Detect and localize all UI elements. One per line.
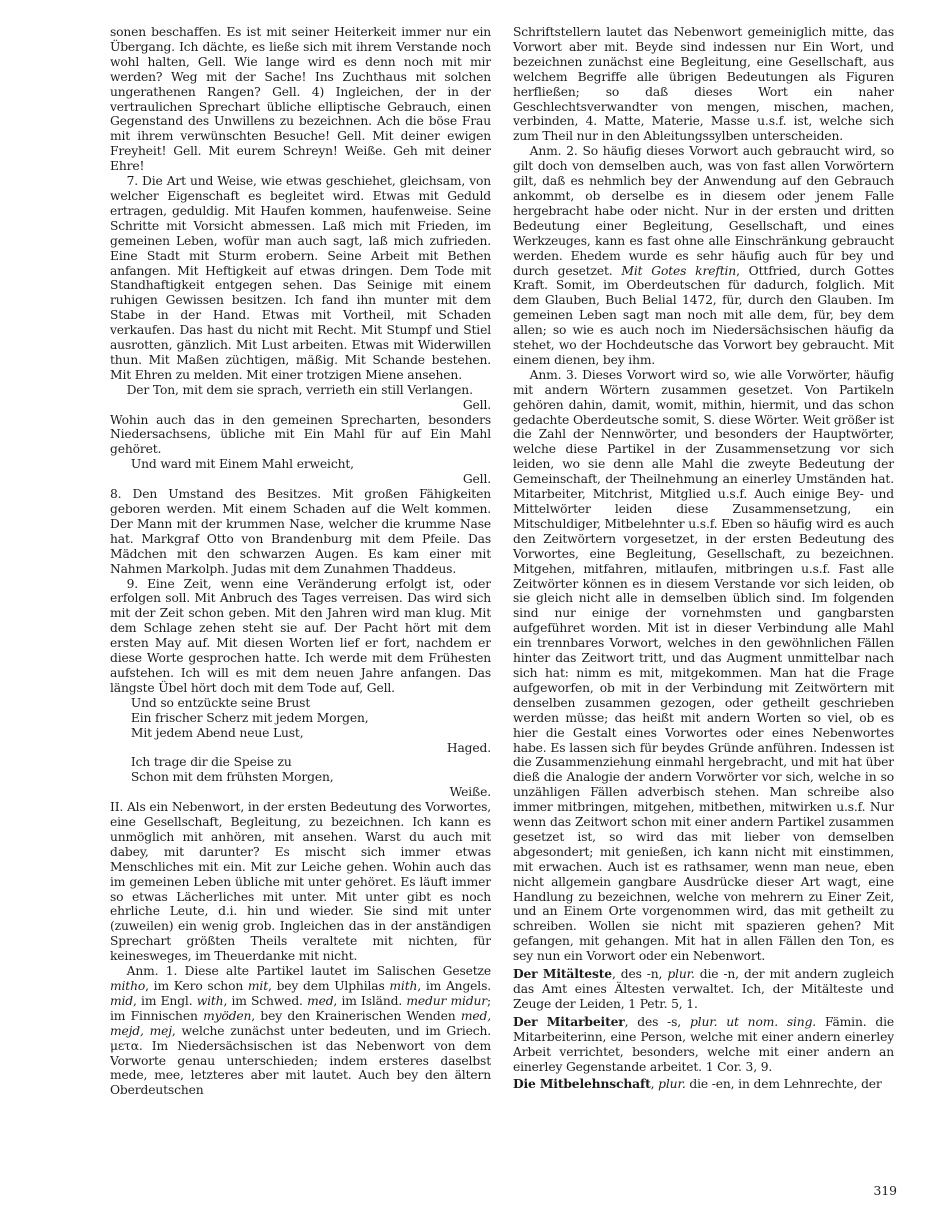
italic-term: mitho — [110, 979, 146, 993]
italic-term: plur. ut nom. sing. — [689, 1014, 817, 1029]
text-segment: Und so entzückte seine Brust — [130, 695, 311, 710]
text-segment: , Ottfried, durch Gottes Kraft. Somit, im Oberdeutschen für dadurch, folglich. Mit dem Glauben, Buch Belial 1472, für, durch den Glauben. Im gemeinen Leben sagt man noch mit alle dem, für, bey dem allen; so wie es auch noch im Niedersächsischen häufig da stehet, wo der Hochdeutsche das Vorwort bey gebraucht. Mit einem dienen, bey ihm. — [513, 263, 894, 367]
text-segment: , im Kero schon — [145, 979, 248, 993]
text-segment: , welche zunächst unter bedeuten, und im Griech. μετα. Im Niedersächsischen ist das Nebenwort von dem Vorworte genau unterschieden; indem ersteres daselbst mede, mee, letzteres aber mit lautet. Auch bey den ältern Oberdeutschen — [110, 1023, 491, 1098]
italic-term: plur. — [658, 1077, 686, 1092]
italic-term: med, mejd, mej — [110, 1008, 491, 1038]
text-segment: , bey dem Ulphilas — [268, 979, 390, 993]
paragraph — [110, 25, 491, 174]
text-segment: , im Engl. — [133, 993, 197, 1008]
italic-term: medur midur — [406, 993, 487, 1008]
text-segment: , bey den Krainerischen Wenden — [251, 1008, 461, 1023]
left-text-column — [110, 25, 491, 1183]
text-segment: Schriftstellern lautet das Nebenwort gemeiniglich mitte, das Vorwort aber mit. Beyde sind indessen nur Ein Wort, und bezeichnen zunächst eine Begleitung, eine Gesellschaft, aus welchem Begriffe alle übrigen Bedeutungen als Figuren herfließen; so daß dieses Wort ein naher Geschlechtsverwandter von mengen, mischen, machen, verbinden, 4. Matte, Materie, Masse u.s.f. ist, welche sich zum Theil nur in den Ableitungssylben unterscheiden. — [513, 25, 894, 144]
italic-term: Mit Gotes kreftin — [621, 263, 737, 278]
paragraph — [513, 144, 894, 368]
paragraph — [110, 398, 491, 413]
italic-term: myöden — [203, 1008, 252, 1023]
paragraph — [513, 1077, 894, 1092]
paragraph — [513, 25, 894, 144]
right-text-column — [513, 25, 894, 1183]
text-segment: sonen beschaffen. Es ist mit seiner Heiterkeit immer nur ein Übergang. Ich dächte, es ließe sich mit ihrem Verstande noch wohl halten, Gell. Wie lange wird es denn noch mit mir werden? Weg mit der Sache! Ins Zuchthaus mit solchen ungerathenen Rangen? Gell. 4) Ingleichen, der in der vertraulichen Sprechart übliche elliptische Gebrauch, einen Gegenstand des Unwillens zu bezeichnen. Ach die böse Frau mit ihrem verwünschten Besuche! Gell. Mit deiner ewigen Freyheit! Gell. Mit eurem Schreyn! Weiße. Geh mit deiner Ehre! — [110, 25, 491, 174]
italic-term: mith — [389, 979, 418, 993]
text-segment: , des -n, — [611, 967, 668, 982]
text-segment: 9. Eine Zeit, wenn eine Veränderung erfolgt ist, oder erfolgen soll. Mit Anbruch des Tages verreisen. Das wird sich mit der Zeit schon geben. Mit den Jahren wird man klug. Mit dem Schlage zehen steht sie auf. Der Pacht hört mit dem ersten May auf. Mit diesen Worten lief er fort, nachdem er diese Worte gesprochen hatte. Ich werde mit dem Frühesten aufstehen. Ich will es mit dem neuen Jahre anfangen. Das längste Übel hört doch mit dem Tode auf, Gell. — [110, 576, 491, 695]
paragraph — [513, 967, 894, 1012]
text-segment: Anm. 2. So häufig dieses Vorwort auch gebraucht wird, so gilt doch von demselben auch, was von fast allen Vorwörtern gilt, daß es nehmlich bey der Anwendung auf den Gebrauch ankommt, ob derselbe es in diesem oder jenem Falle hergebracht habe oder nicht. Nur in der ersten und dritten Bedeutung einer Begleitung, Gesellschaft, und eines Werkzeuges, kann es fast ohne alle Einschränkung gebraucht werden. Ehedem wurde es sehr häufig auch für bey und durch gesetzet. — [513, 144, 894, 278]
headword: Der Mitarbeiter — [513, 1013, 625, 1029]
italic-term: mit — [247, 979, 269, 993]
text-segment: Der Ton, mit dem sie sprach, verrieth ein still Verlangen. — [126, 382, 473, 397]
paragraph — [110, 696, 491, 711]
text-segment: Ich trage dir die Speise zu — [130, 755, 292, 770]
text-segment: ; im Finnischen — [110, 993, 491, 1023]
italic-term: plur. — [667, 967, 695, 982]
italic-term: with — [196, 993, 224, 1008]
text-segment: Anm. 3. Dieses Vorwort wird so, wie alle Vorwörter, häufig mit andern Wörtern zusammen gesetzet. Von Partikeln gehören dahin, damit, womit, mithin, hiermit, und das schon gedachte Oberdeutsche somit, S. diese Wörter. Weit größer ist die Zahl der Nennwörter, und besonders der Hauptwörter, welche diese Partikel in der Zusammensetzung vor sich leiden, wo sie denn alle Mahl die zweyte Bedeutung der Gemeinschaft, der Theilnehmung an einerley Umständen hat. Mitarbeiter, Mitchrist, Mitglied u.s.f. Auch einige Bey- und Mittelwörter leiden diese Zusammensetzung, ein Mitschuldiger, Mitbelehnter u.s.f. Eben so häufig wird es auch den Zeitwörtern vorgesetzet, in der ersten Bedeutung des Vorwortes, eine Begleitung, Gesellschaft, zu bezeichnen. Mitgehen, mitfahren, mitlaufen, mitbringen u.s.f. Fast alle Zeitwörter können es in diesem Verstande vor sich leiden, ob sie gleich nicht alle in demselben üblich sind. Im folgenden sind nur einige der vornehmsten und gangbarsten aufgeführet worden. Mit ist in dieser Verbindung alle Mahl ein trennbares Vorwort, welches in den gewöhnlichen Fällen hinter das Zeitwort tritt, und das Augment unmittelbar nach sich hat: nimm es mit, mitgekommen. Man hat die Frage aufgeworfen, ob mit in der Verbindung mit Zeitwörtern mit denselben zusammen gezogen, oder getheilt geschrieben werden müsse; das heißt mit andern Worten so viel, ob es hier die Gestalt eines Vorwortes oder eines Nebenwortes habe. Es lassen sich für beydes Gründe anführen. Indessen ist die Zusammenziehung einmahl hergebracht, und mit hat über dieß die Analogie der andern Vorwörter vor sich, welche in so unzähligen Fällen adverbisch stehen. Man schreibe also immer mitbringen, mitgehen, mitbethen, mitwirken u.s.f. Nur wenn das Zeitwort schon mit einer andern Partikel zusammen gesetzet ist, so wird das mit lieber von demselben abgesondert; mit genießen, ich kann nicht mit einstimmen, mit erwachen. Auch ist es rathsamer, wenn man neue, eben nicht allgemein gangbare Ausdrücke dieser Art wagt, eine Handlung zu bezeichnen, welche von mehrern zu Einer Zeit, und an Einem Orte vorgenommen wird, das mit getheilt zu schreiben. Wollen sie nicht mit spazieren gehen? Mit gefangen, mit gehangen. Mit hat in allen Fällen den Ton, es sey nun ein Vorwort oder ein Nebenwort. — [513, 367, 894, 964]
text-segment: Wohin auch das in den gemeinen Sprecharten, besonders Niedersachsens, übliche mit Ein Mahl für auf Ein Mahl gehöret. — [110, 412, 491, 457]
headword: Die Mitbelehnschaft — [513, 1076, 651, 1092]
paragraph — [513, 1015, 894, 1075]
paragraph — [110, 770, 491, 785]
text-segment: , — [650, 1077, 659, 1092]
text-segment: Und ward mit Einem Mahl erweicht, — [130, 457, 354, 472]
text-segment: Fämin. die Mitarbeiterinn, eine Person, welche mit einer andern einerley Arbeit verrichtet, besonders, welche mit einer andern an einerley Gegenstande arbeitet. 1 Cor. 3, 9. — [513, 1014, 894, 1074]
text-segment: , im Isländ. — [333, 993, 407, 1008]
text-segment: Weiße. — [449, 785, 491, 800]
paragraph — [110, 457, 491, 472]
paragraph — [110, 755, 491, 770]
text-segment: Mit jedem Abend neue Lust, — [130, 725, 304, 740]
text-segment: , im Angels. — [417, 979, 491, 993]
paragraph — [110, 964, 491, 1098]
text-segment: , im Schwed. — [223, 993, 308, 1008]
text-segment: die -n, der mit andern zugleich das Amt eines Ältesten verwaltet. Ich, der Mitälteste und Zeuge der Leiden, 1 Petr. 5, 1. — [513, 967, 894, 1011]
text-segment: die -en, in dem Lehnrechte, der — [685, 1077, 882, 1092]
text-segment: Gell. — [462, 472, 491, 487]
paragraph — [110, 472, 491, 487]
paragraph — [110, 785, 491, 800]
paragraph — [110, 174, 491, 383]
paragraph — [110, 577, 491, 696]
text-segment: , des -s, — [624, 1014, 690, 1029]
paragraph — [110, 413, 491, 458]
paragraph — [110, 800, 491, 964]
text-segment: 8. Den Umstand des Besitzes. Mit großen Fähigkeiten geboren werden. Mit einem Schaden auf die Welt kommen. Der Mann mit der krummen Nase, welcher die krumme Nase hat. Markgraf Otto von Brandenburg mit dem Pfeile. Das Mädchen mit den schwarzen Augen. Es kam einer mit Nahmen Markolph. Judas mit dem Zunahmen Thaddeus. — [110, 487, 491, 576]
text-segment: Haged. — [446, 740, 491, 755]
italic-term: mid — [110, 993, 134, 1008]
text-segment: Ein frischer Scherz mit jedem Morgen, — [130, 710, 369, 725]
paragraph — [110, 711, 491, 726]
text-segment: Schon mit dem frühsten Morgen, — [130, 770, 334, 785]
text-segment: Anm. 1. Diese alte Partikel lautet im Salischen Gesetze — [126, 964, 491, 979]
italic-term: med — [307, 993, 334, 1008]
text-segment: Gell. — [462, 397, 491, 412]
paragraph — [110, 741, 491, 756]
paragraph — [110, 487, 491, 576]
paragraph — [513, 368, 894, 964]
page-number: 319 — [873, 1184, 897, 1198]
headword: Der Mitälteste — [513, 966, 612, 982]
paragraph — [110, 726, 491, 741]
text-segment: 7. Die Art und Weise, wie etwas geschiehet, gleichsam, von welcher Eigenschaft es begleitet wird. Etwas mit Geduld ertragen, geduldig. Mit Haufen kommen, haufenweise. Seine Schritte mit Vorsicht abmessen. Laß mich mit Frieden, im gemeinen Leben, wofür man auch sagt, laß mich zufrieden. Eine Stadt mit Sturm erobern. Seine Arbeit mit Bethen anfangen. Mit Heftigkeit auf etwas dringen. Dem Tode mit Standhaftigkeit entgegen sehen. Das Seinige mit einem ruhigen Gewissen besitzen. Ich fand ihn munter mit dem Stabe in der Hand. Etwas mit Vortheil, mit Schaden verkaufen. Das hast du nicht mit Recht. Mit Stumpf und Stiel ausrotten, gänzlich. Mit Lust arbeiten. Etwas mit Widerwillen thun. Mit Maßen züchtigen, mäßig. Mit Schande bestehen. Mit Ehren zu melden. Mit einer trotzigen Miene ansehen. — [110, 174, 491, 382]
paragraph — [110, 383, 491, 398]
text-segment: II. Als ein Nebenwort, in der ersten Bedeutung des Vorwortes, eine Gesellschaft, Begleitung, zu bezeichnen. Ich kann es unmöglich mit anhören, mit ansehen. Warst du auch mit dabey, mit darunter? Es mischt sich immer etwas Menschliches mit ein. Mit zur Leiche gehen. Wohin auch das im gemeinen Leben übliche mit unter gehöret. Es läuft immer so etwas Lächerliches mit unter. Mit unter gibt es noch ehrliche Leute, d.i. hin und wieder. Sie sind mit unter (zuweilen) ein wenig grob. Ingleichen das in der anständigen Sprechart größten Theils veraltete mit nichten, für keinesweges, im Theuerdanke mit nicht. — [110, 800, 491, 964]
